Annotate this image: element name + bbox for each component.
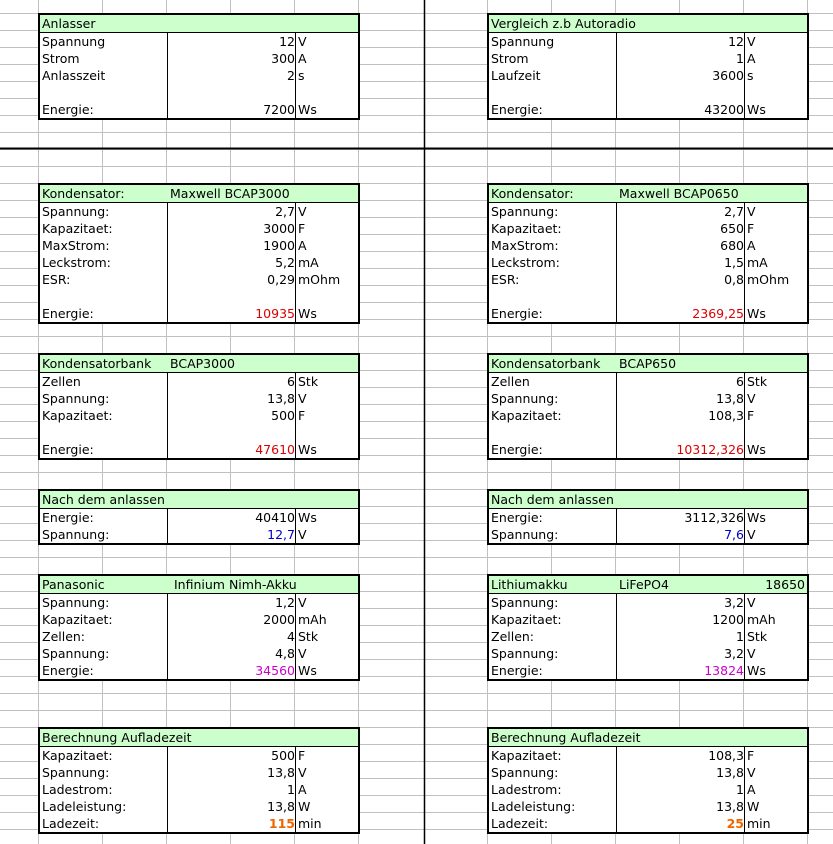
row-value: 13824 (704, 663, 744, 678)
table-title: Kondensator: (491, 186, 574, 201)
table-row[interactable] (489, 203, 807, 220)
row-label: Ladestrom: (42, 782, 113, 797)
table-row[interactable] (489, 798, 807, 815)
row-unit: A (747, 782, 756, 797)
table-row[interactable] (489, 254, 807, 271)
column-separator (744, 509, 745, 543)
table-subtitle: Maxwell BCAP3000 (170, 186, 290, 201)
table-header[interactable] (40, 15, 358, 33)
table-row[interactable] (40, 424, 358, 441)
row-unit: V (747, 204, 756, 219)
row-label: Energie: (42, 306, 94, 321)
row-unit: Stk (747, 374, 768, 389)
table-row[interactable] (489, 67, 807, 84)
table-title: Lithiumakku (491, 577, 568, 592)
table-row[interactable] (40, 33, 358, 50)
row-label: Kapazitaet: (42, 408, 113, 423)
row-value: 1900 (263, 238, 295, 253)
table-row[interactable] (40, 220, 358, 237)
row-label: Ladeleistung: (491, 799, 576, 814)
row-value: 13,8 (267, 799, 295, 814)
table-row[interactable] (489, 101, 807, 118)
column-separator (167, 203, 168, 322)
row-unit: Ws (298, 510, 317, 525)
table-title: Kondensatorbank (42, 356, 152, 371)
table-akku-right[interactable] (487, 574, 809, 681)
table-row[interactable] (40, 662, 358, 679)
row-unit: V (747, 646, 756, 661)
row-label: Kapazitaet: (491, 408, 562, 423)
column-separator (744, 594, 745, 679)
row-value: 108,3 (708, 748, 744, 763)
row-unit: A (747, 238, 756, 253)
row-value: 1,2 (275, 595, 295, 610)
row-unit: Stk (747, 629, 768, 644)
table-row[interactable] (40, 373, 358, 390)
column-separator (616, 747, 617, 832)
row-label: Kapazitaet: (42, 612, 113, 627)
table-row[interactable] (40, 254, 358, 271)
table-row[interactable] (40, 611, 358, 628)
table-header[interactable] (40, 729, 358, 747)
table-header[interactable] (489, 729, 807, 747)
row-unit: V (298, 646, 307, 661)
table-title: Nach dem anlassen (42, 492, 165, 507)
row-value: 13,8 (267, 765, 295, 780)
table-kondensator-right[interactable] (487, 183, 809, 324)
table-title: Kondensatorbank (491, 356, 601, 371)
row-label: Spannung: (491, 391, 559, 406)
row-unit: V (298, 765, 307, 780)
table-header[interactable] (40, 576, 358, 594)
row-unit: V (298, 204, 307, 219)
row-label: Zellen: (42, 629, 86, 644)
row-label: Leckstrom: (42, 255, 111, 270)
row-value: 680 (720, 238, 744, 253)
row-label: Zellen (491, 374, 530, 389)
table-header[interactable] (489, 185, 807, 203)
row-value: 1,5 (724, 255, 744, 270)
row-label: Spannung: (42, 204, 110, 219)
table-row[interactable] (489, 594, 807, 611)
row-unit: s (298, 68, 305, 83)
row-label: Energie: (42, 442, 94, 457)
row-label: Energie: (491, 442, 543, 457)
table-row[interactable] (489, 747, 807, 764)
row-value: 0,29 (267, 272, 295, 287)
row-value: 13,8 (267, 391, 295, 406)
row-value: 115 (268, 816, 295, 831)
row-label: Spannung: (491, 204, 559, 219)
row-label: Spannung: (42, 527, 110, 542)
table-row[interactable] (489, 271, 807, 288)
table-row[interactable] (40, 509, 358, 526)
row-value: 25 (726, 816, 744, 831)
row-value: 2,7 (275, 204, 295, 219)
table-row[interactable] (40, 628, 358, 645)
row-unit: Ws (747, 442, 766, 457)
row-unit: mAh (298, 612, 327, 627)
row-label: Kapazitaet: (491, 221, 562, 236)
row-unit: Stk (298, 629, 319, 644)
table-akku-left[interactable] (38, 574, 360, 681)
table-kondensator-left[interactable] (38, 183, 360, 324)
table-row[interactable] (489, 611, 807, 628)
table-row[interactable] (40, 84, 358, 101)
row-label: Energie: (42, 102, 94, 117)
column-separator (167, 594, 168, 679)
table-row[interactable] (40, 101, 358, 118)
table-row[interactable] (489, 441, 807, 458)
row-value: 500 (271, 408, 295, 423)
row-label: MaxStrom: (42, 238, 110, 253)
row-label: Kapazitaet: (42, 748, 113, 763)
row-unit: Ws (298, 102, 317, 117)
table-row[interactable] (40, 594, 358, 611)
column-separator (295, 373, 296, 458)
table-subtitle: LiFePO4 (619, 577, 669, 592)
row-label: Energie: (491, 510, 543, 525)
column-separator (616, 373, 617, 458)
table-subtitle: BCAP3000 (170, 356, 235, 371)
row-label: Zellen (42, 374, 81, 389)
row-label: Spannung: (491, 527, 559, 542)
row-value: 300 (271, 51, 295, 66)
row-label: Ladeleistung: (42, 799, 127, 814)
row-label: ESR: (491, 272, 520, 287)
row-unit: W (298, 799, 311, 814)
table-kondensatorbank-right[interactable] (487, 353, 809, 460)
table-title: Panasonic (42, 577, 105, 592)
row-unit: V (747, 34, 756, 49)
table-row[interactable] (489, 662, 807, 679)
row-value: 3,2 (724, 595, 744, 610)
row-unit: Ws (298, 442, 317, 457)
row-value: 34560 (255, 663, 295, 678)
row-label: Spannung: (491, 646, 559, 661)
row-label: Kapazitaet: (491, 748, 562, 763)
row-label: Strom (491, 51, 529, 66)
column-separator (295, 747, 296, 832)
table-title: Kondensator: (42, 186, 125, 201)
column-separator (167, 33, 168, 118)
table-row[interactable] (40, 271, 358, 288)
table-kondensatorbank-left[interactable] (38, 353, 360, 460)
row-value: 12,7 (267, 527, 295, 542)
row-unit: Ws (747, 663, 766, 678)
row-value: 1 (287, 782, 295, 797)
row-unit: min (298, 816, 322, 831)
row-label: Energie: (491, 663, 543, 678)
table-row[interactable] (40, 781, 358, 798)
row-value: 6 (287, 374, 295, 389)
row-label: Spannung: (42, 765, 110, 780)
row-unit: V (298, 34, 307, 49)
row-label: ESR: (42, 272, 71, 287)
row-unit: V (747, 391, 756, 406)
row-label: Energie: (491, 102, 543, 117)
table-header[interactable] (489, 355, 807, 373)
table-row[interactable] (489, 84, 807, 101)
table-title: Anlasser (42, 16, 96, 31)
table-row[interactable] (40, 526, 358, 543)
table-row[interactable] (489, 373, 807, 390)
row-unit: mA (298, 255, 319, 270)
table-row[interactable] (489, 50, 807, 67)
table-row[interactable] (40, 747, 358, 764)
row-unit: F (298, 748, 306, 763)
row-unit: V (747, 527, 756, 542)
row-value: 12 (279, 34, 295, 49)
row-unit: A (298, 782, 307, 797)
row-unit: A (747, 51, 756, 66)
table-row[interactable] (489, 815, 807, 832)
table-row[interactable] (489, 424, 807, 441)
table-row[interactable] (40, 50, 358, 67)
row-unit: A (298, 238, 307, 253)
row-value: 4,8 (275, 646, 295, 661)
table-title: Vergleich z.b Autoradio (491, 16, 636, 31)
table-row[interactable] (489, 220, 807, 237)
column-separator (744, 373, 745, 458)
table-row[interactable] (489, 33, 807, 50)
row-unit: mOhm (747, 272, 790, 287)
row-unit: Ws (747, 102, 766, 117)
column-separator (616, 509, 617, 543)
table-row[interactable] (40, 798, 358, 815)
table-row[interactable] (489, 237, 807, 254)
row-unit: V (298, 595, 307, 610)
row-unit: V (747, 765, 756, 780)
table-header[interactable] (489, 15, 807, 33)
row-value: 13,8 (716, 765, 744, 780)
column-separator (167, 509, 168, 543)
row-unit: Ws (298, 306, 317, 321)
table-row[interactable] (489, 764, 807, 781)
row-unit: V (298, 391, 307, 406)
table-row[interactable] (489, 305, 807, 322)
row-unit: F (747, 748, 755, 763)
row-value: 4 (287, 629, 295, 644)
table-row[interactable] (40, 645, 358, 662)
row-label: Spannung (42, 34, 106, 49)
row-unit: F (298, 221, 306, 236)
row-value: 1 (736, 51, 744, 66)
table-aufladezeit-left[interactable] (38, 727, 360, 834)
row-label: Spannung: (42, 391, 110, 406)
table-vergleich-autoradio[interactable] (487, 13, 809, 120)
table-row[interactable] (40, 764, 358, 781)
table-row[interactable] (40, 441, 358, 458)
row-value: 13,8 (716, 391, 744, 406)
row-label: Energie: (491, 306, 543, 321)
table-row[interactable] (40, 67, 358, 84)
row-value: 2,7 (724, 204, 744, 219)
column-separator (744, 203, 745, 322)
row-unit: Ws (747, 306, 766, 321)
table-header[interactable] (40, 185, 358, 203)
table-subtitle: Infinium Nimh-Akku (174, 577, 297, 592)
row-label: Spannung: (491, 595, 559, 610)
table-row[interactable] (489, 645, 807, 662)
row-unit: Stk (298, 374, 319, 389)
row-unit: A (298, 51, 307, 66)
table-nach-anlassen-right[interactable] (487, 489, 809, 545)
row-label: MaxStrom: (491, 238, 559, 253)
column-separator (295, 203, 296, 322)
row-unit: F (747, 221, 755, 236)
row-label: Ladezeit: (491, 816, 549, 831)
row-unit: F (298, 408, 306, 423)
table-row[interactable] (40, 237, 358, 254)
row-unit: min (747, 816, 771, 831)
row-unit: Ws (747, 510, 766, 525)
table-subtitle-extra: 18650 (765, 577, 805, 592)
table-header[interactable] (40, 491, 358, 509)
row-value: 3600 (712, 68, 744, 83)
table-row[interactable] (489, 526, 807, 543)
row-label: Energie: (42, 510, 94, 525)
row-label: Anlasszeit (42, 68, 106, 83)
row-label: Spannung: (42, 646, 110, 661)
table-title: Berechnung Aufladezeit (42, 730, 192, 745)
row-label: Spannung: (42, 595, 110, 610)
row-value: 10935 (255, 306, 295, 321)
row-value: 3000 (263, 221, 295, 236)
row-value: 2 (287, 68, 295, 83)
table-row[interactable] (489, 390, 807, 407)
row-value: 1 (736, 629, 744, 644)
table-header[interactable] (489, 491, 807, 509)
row-unit: Ws (298, 663, 317, 678)
table-header[interactable] (40, 355, 358, 373)
row-value: 40410 (255, 510, 295, 525)
table-subtitle: BCAP650 (619, 356, 677, 371)
row-value: 1200 (712, 612, 744, 627)
row-label: Spannung (491, 34, 555, 49)
table-aufladezeit-right[interactable] (487, 727, 809, 834)
table-row[interactable] (489, 407, 807, 424)
row-label: Strom (42, 51, 80, 66)
row-unit: F (747, 408, 755, 423)
row-label: Leckstrom: (491, 255, 560, 270)
row-value: 2000 (263, 612, 295, 627)
column-separator (295, 33, 296, 118)
row-value: 43200 (704, 102, 744, 117)
table-title: Nach dem anlassen (491, 492, 614, 507)
column-separator (744, 747, 745, 832)
table-anlasser[interactable] (38, 13, 360, 120)
row-label: Kapazitaet: (42, 221, 113, 236)
row-value: 3112,326 (684, 510, 744, 525)
table-row[interactable] (40, 288, 358, 305)
row-value: 3,2 (724, 646, 744, 661)
column-separator (616, 594, 617, 679)
row-unit: mA (747, 255, 768, 270)
table-row[interactable] (40, 815, 358, 832)
table-row[interactable] (40, 203, 358, 220)
row-value: 13,8 (716, 799, 744, 814)
row-unit: V (747, 595, 756, 610)
column-separator (167, 747, 168, 832)
column-separator (616, 33, 617, 118)
row-label: Spannung: (491, 765, 559, 780)
row-unit: mOhm (298, 272, 341, 287)
row-value: 12 (728, 34, 744, 49)
column-separator (616, 203, 617, 322)
table-header[interactable] (489, 576, 807, 594)
row-value: 1 (736, 782, 744, 797)
table-subtitle: Maxwell BCAP0650 (619, 186, 739, 201)
table-row[interactable] (40, 407, 358, 424)
row-value: 10312,326 (676, 442, 744, 457)
row-value: 0,8 (724, 272, 744, 287)
column-separator (295, 509, 296, 543)
row-value: 47610 (255, 442, 295, 457)
row-label: Energie: (42, 663, 94, 678)
row-label: Ladestrom: (491, 782, 562, 797)
row-value: 7200 (263, 102, 295, 117)
table-row[interactable] (489, 781, 807, 798)
table-row[interactable] (489, 509, 807, 526)
row-label: Laufzeit (491, 68, 541, 83)
column-separator (167, 373, 168, 458)
row-value: 108,3 (708, 408, 744, 423)
column-separator (744, 33, 745, 118)
table-row[interactable] (40, 305, 358, 322)
row-unit: W (747, 799, 760, 814)
row-label: Ladezeit: (42, 816, 100, 831)
row-unit: s (747, 68, 754, 83)
row-unit: mAh (747, 612, 776, 627)
table-title: Berechnung Aufladezeit (491, 730, 641, 745)
row-unit: V (298, 527, 307, 542)
row-value: 500 (271, 748, 295, 763)
row-value: 5,2 (275, 255, 295, 270)
row-value: 6 (736, 374, 744, 389)
column-separator (295, 594, 296, 679)
row-label: Zellen: (491, 629, 535, 644)
row-label: Kapazitaet: (491, 612, 562, 627)
table-row[interactable] (489, 288, 807, 305)
row-value: 2369,25 (692, 306, 744, 321)
table-nach-anlassen-left[interactable] (38, 489, 360, 545)
table-row[interactable] (40, 390, 358, 407)
row-value: 7,6 (724, 527, 744, 542)
row-value: 650 (720, 221, 744, 236)
table-row[interactable] (489, 628, 807, 645)
